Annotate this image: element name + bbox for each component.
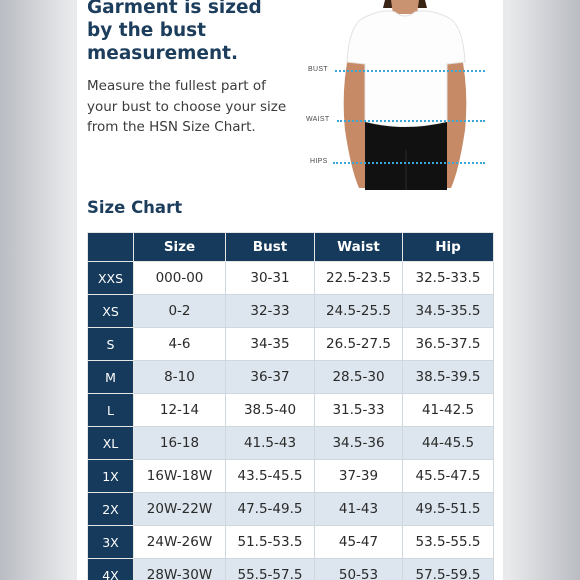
hip-cell: 49.5-51.5 xyxy=(403,493,494,526)
hip-cell: 38.5-39.5 xyxy=(403,361,494,394)
size-cell: 28W-30W xyxy=(134,559,226,580)
bust-cell: 34-35 xyxy=(226,328,315,361)
waist-cell: 34.5-36 xyxy=(315,427,403,460)
header-waist: Waist xyxy=(315,233,403,262)
size-cell: 4-6 xyxy=(134,328,226,361)
size-cell: 12-14 xyxy=(134,394,226,427)
table-header-row xyxy=(88,233,494,262)
model-measurement-image xyxy=(307,0,503,195)
size-label: 3X xyxy=(88,526,134,559)
bust-cell: 38.5-40 xyxy=(226,394,315,427)
table-row xyxy=(88,559,494,580)
waist-cell: 31.5-33 xyxy=(315,394,403,427)
table-row xyxy=(88,394,494,427)
hip-cell: 57.5-59.5 xyxy=(403,559,494,580)
table-row xyxy=(88,328,494,361)
waist-cell: 50-53 xyxy=(315,559,403,580)
size-cell: 24W-26W xyxy=(134,526,226,559)
size-cell: 16W-18W xyxy=(134,460,226,493)
waist-label: WAIST xyxy=(306,116,330,123)
size-label: 1X xyxy=(88,460,134,493)
waist-cell: 24.5-25.5 xyxy=(315,295,403,328)
hip-cell: 45.5-47.5 xyxy=(403,460,494,493)
measure-instructions: Measure the fullest part of your bust to choose your size from the HSN Size Chart. xyxy=(87,78,287,135)
size-cell: 000-00 xyxy=(134,262,226,295)
bust-cell: 30-31 xyxy=(226,262,315,295)
bust-cell: 41.5-43 xyxy=(226,427,315,460)
size-label: M xyxy=(88,361,134,394)
size-chart-title: Size Chart xyxy=(87,198,183,217)
size-label: XL xyxy=(88,427,134,460)
size-label: 4X xyxy=(88,559,134,580)
size-cell: 16-18 xyxy=(134,427,226,460)
table-row xyxy=(88,262,494,295)
hip-cell: 44-45.5 xyxy=(403,427,494,460)
bust-guide-line xyxy=(335,70,485,72)
waist-cell: 37-39 xyxy=(315,460,403,493)
bust-cell: 55.5-57.5 xyxy=(226,559,315,580)
size-guide-card xyxy=(77,0,503,580)
bust-cell: 32-33 xyxy=(226,295,315,328)
hip-cell: 36.5-37.5 xyxy=(403,328,494,361)
header-corner xyxy=(88,233,134,262)
header-bust: Bust xyxy=(226,233,315,262)
header-size: Size xyxy=(134,233,226,262)
size-cell: 20W-22W xyxy=(134,493,226,526)
table-row xyxy=(88,460,494,493)
size-cell: 8-10 xyxy=(134,361,226,394)
table-row xyxy=(88,427,494,460)
hips-label: HIPS xyxy=(310,158,328,165)
hip-cell: 41-42.5 xyxy=(403,394,494,427)
size-chart-table xyxy=(87,232,494,580)
bust-cell: 36-37 xyxy=(226,361,315,394)
bust-cell: 47.5-49.5 xyxy=(226,493,315,526)
header-hip: Hip xyxy=(403,233,494,262)
waist-cell: 45-47 xyxy=(315,526,403,559)
table-row xyxy=(88,295,494,328)
hips-guide-line xyxy=(333,162,485,164)
table-row xyxy=(88,493,494,526)
size-label: 2X xyxy=(88,493,134,526)
size-label: L xyxy=(88,394,134,427)
table-row xyxy=(88,361,494,394)
bust-cell: 51.5-53.5 xyxy=(226,526,315,559)
hip-cell: 34.5-35.5 xyxy=(403,295,494,328)
model-illustration xyxy=(307,0,503,195)
bust-cell: 43.5-45.5 xyxy=(226,460,315,493)
bust-label: BUST xyxy=(308,66,328,73)
hip-cell: 53.5-55.5 xyxy=(403,526,494,559)
waist-guide-line xyxy=(337,120,485,122)
headline: Garment is sized by the bust measurement. xyxy=(87,0,262,64)
size-label: XS xyxy=(88,295,134,328)
waist-cell: 28.5-30 xyxy=(315,361,403,394)
waist-cell: 26.5-27.5 xyxy=(315,328,403,361)
table-row xyxy=(88,526,494,559)
waist-cell: 41-43 xyxy=(315,493,403,526)
waist-cell: 22.5-23.5 xyxy=(315,262,403,295)
size-label: XXS xyxy=(88,262,134,295)
size-label: S xyxy=(88,328,134,361)
size-cell: 0-2 xyxy=(134,295,226,328)
hip-cell: 32.5-33.5 xyxy=(403,262,494,295)
